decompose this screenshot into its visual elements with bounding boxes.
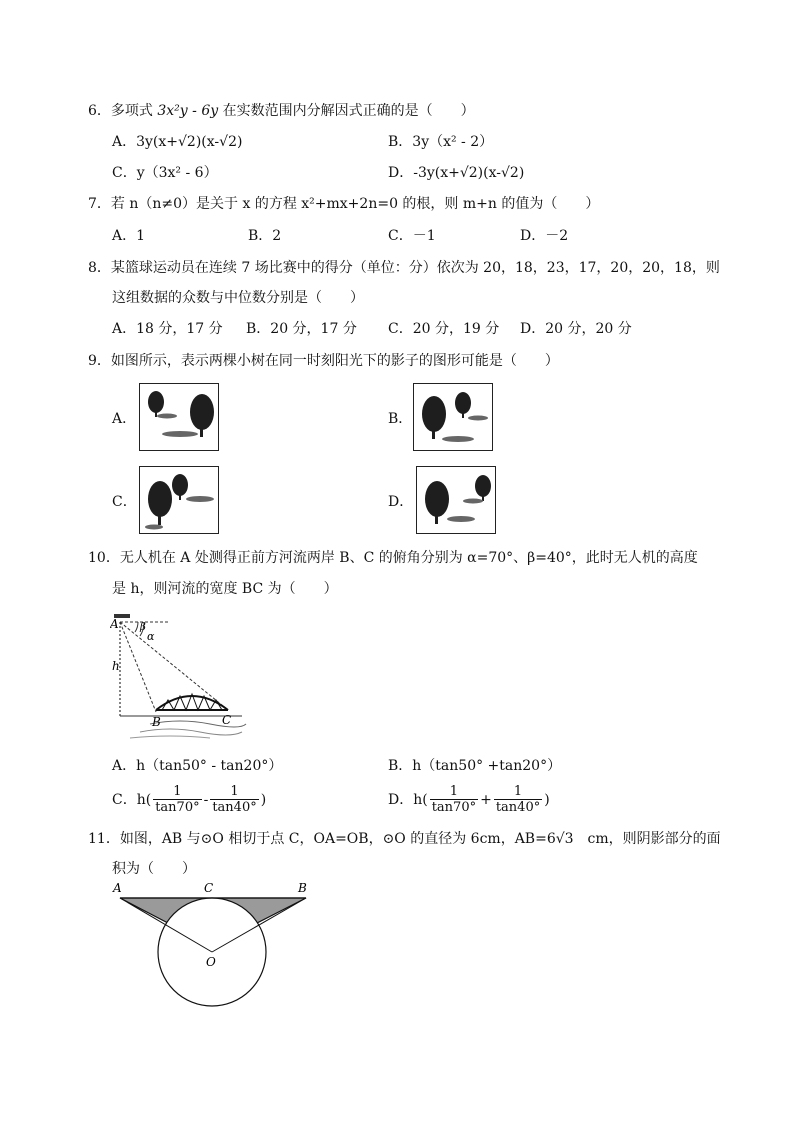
fraction: $\frac{1}{\tan 40^\circ}$ (495, 784, 541, 815)
fraction: $\frac{1}{\tan 70^\circ}$ (431, 784, 477, 815)
q8-option-d[interactable]: D．20 分，20 分 (520, 321, 632, 337)
svg-text:A: A (110, 617, 119, 631)
q10-option-c[interactable]: C．h( $\frac{1}{\tan 70^\circ}$ - $\frac{1}{\tan 40^\circ}$ ) (112, 784, 267, 815)
q10-drone-figure (110, 612, 250, 742)
q9-figure-c[interactable] (139, 466, 219, 534)
q6-option-c[interactable]: C．y（3x² - 6） (112, 165, 218, 181)
q9-figure-a[interactable] (139, 383, 219, 451)
q9-figure-b[interactable] (413, 383, 493, 451)
q11-stem-line1: 11．如图，AB 与⊙O 相切于点 C，OA=OB，⊙O 的直径为 6cm，AB=6√3 cm，则阴影部分的面 (88, 831, 721, 847)
q11-stem-line2: 积为（ ） (112, 861, 196, 877)
svg-text:C: C (222, 713, 232, 727)
q7-option-b[interactable]: B．2 (248, 228, 282, 244)
q7-option-a[interactable]: A．1 (112, 228, 146, 244)
q10-stem-line2: 是 h，则河流的宽度 BC 为（ ） (112, 581, 338, 597)
trees-shadow-icon (417, 467, 495, 533)
drone-river-diagram (110, 612, 250, 742)
q9-figure-d[interactable] (416, 466, 496, 534)
q10-stem-line1: 10．无人机在 A 处测得正前方河流两岸 B、C 的俯角分别为 α=70°、β=40°，此时无人机的高度 (88, 550, 698, 566)
q9-stem: 9．如图所示，表示两棵小树在同一时刻阳光下的影子的图形可能是（ ） (88, 353, 559, 369)
svg-text:O: O (206, 955, 216, 969)
fraction: $\frac{1}{\tan 40^\circ}$ (212, 784, 257, 815)
q9-option-a[interactable]: A． (112, 411, 137, 427)
q8-option-b[interactable]: B．20 分，17 分 (246, 321, 357, 337)
trees-shadow-icon (414, 384, 492, 450)
svg-text:α: α (147, 630, 155, 643)
q10-option-a[interactable]: A．h（tan50° - tan20°） (112, 758, 283, 774)
q6-option-a[interactable]: A．3y(x+√2)(x-√2) (112, 134, 243, 150)
svg-text:β: β (140, 622, 146, 633)
q7-option-d[interactable]: D．－2 (520, 228, 569, 244)
svg-text:C: C (204, 881, 214, 895)
q8-option-c[interactable]: C．20 分，19 分 (388, 321, 500, 337)
q10-option-b[interactable]: B．h（tan50° +tan20°） (388, 758, 562, 774)
trees-shadow-icon (140, 384, 218, 450)
q9-option-b[interactable]: B． (388, 411, 413, 427)
q6-expression: 3x²y - 6y (157, 103, 219, 119)
fraction: $\frac{1}{\tan 70^\circ}$ (155, 784, 200, 815)
svg-text:A: A (113, 881, 122, 895)
q6-option-d[interactable]: D．-3y(x+√2)(x-√2) (388, 165, 525, 181)
q6-stem: 6．多项式 3x²y - 6y 在实数范围内分解因式正确的是（ ） (88, 103, 475, 119)
q10-option-d[interactable]: D．h( $\frac{1}{\tan 70^\circ}$ + $\frac{1}{\tan 40^\circ}$ ) (388, 784, 550, 815)
q7-option-c[interactable]: C．－1 (388, 228, 436, 244)
svg-text:B: B (298, 881, 307, 895)
q8-option-a[interactable]: A．18 分，17 分 (112, 321, 223, 337)
q11-circle-figure (108, 880, 318, 1010)
svg-text:B: B (152, 715, 161, 729)
q7-stem: 7．若 n（n≠0）是关于 x 的方程 x²+mx+2n=0 的根，则 m+n 的值为（ ） (88, 196, 600, 212)
q9-option-d[interactable]: D． (388, 494, 414, 510)
svg-text:h: h (112, 659, 120, 673)
q9-option-c[interactable]: C． (112, 494, 137, 510)
trees-shadow-icon (140, 467, 218, 533)
tangent-circle-diagram (108, 880, 318, 1010)
q8-stem-line1: 8．某篮球运动员在连续 7 场比赛中的得分（单位：分）依次为 20，18，23，17，20，20，18，则 (88, 260, 720, 276)
q8-stem-line2: 这组数据的众数与中位数分别是（ ） (112, 290, 364, 306)
q6-option-b[interactable]: B．3y（x² - 2） (388, 134, 494, 150)
